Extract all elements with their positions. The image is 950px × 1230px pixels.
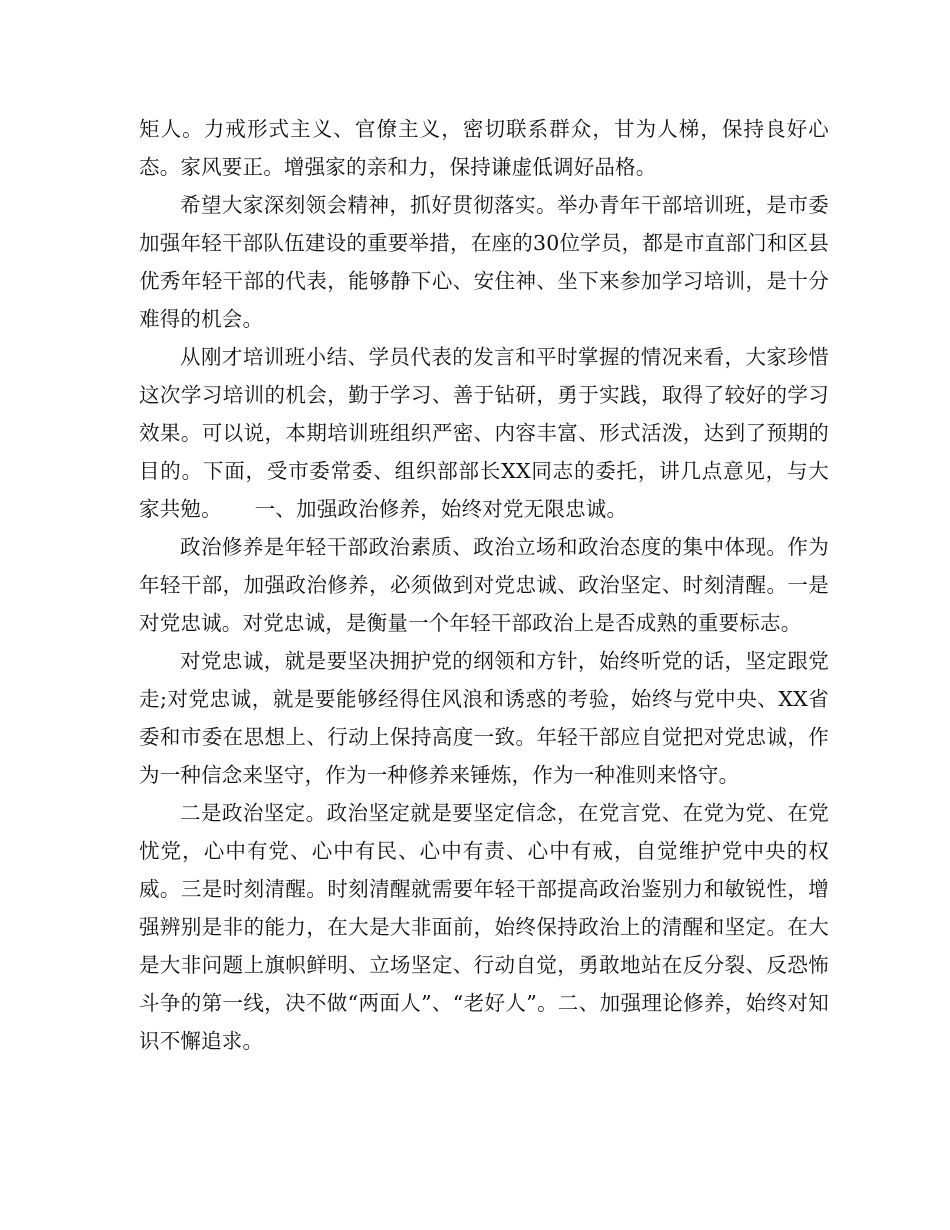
paragraph-3 (139, 338, 829, 528)
paragraph-2: 希望大家深刻领会精神，抓好贯彻落实。举办青年干部培训班，是市委加强年轻干部队伍建设的重要举措，在座的30位学员，都是市直部门和区县优秀年轻干部的代表，能够静下心、安住神、坐下来参加学习培训，是十分难得的机会。 (139, 193, 829, 331)
paragraph-6: 二是政治坚定。政治坚定就是要坚定信念，在党言党、在党为党、在党忧党，心中有党、心中有民、心中有责、心中有戒，自觉维护党中央的权威。三是时刻清醒。时刻清醒就需要年轻干部提高政治鉴别力和敏锐性，增强辨别是非的能力，在大是大非面前，始终保持政治上的清醒和坚定。在大是大非问题上旗帜鲜明、立场坚定、行动自觉，勇敢地站在反分裂、反恐怖斗争的第一线，决不做“两面人”、“老好人”。二、加强理论修养，始终对知识不懈追求。 (139, 801, 829, 1053)
paragraph-4: 政治修养是年轻干部政治素质、政治立场和政治态度的集中体现。作为年轻干部，加强政治修养，必须做到对党忠诚、政治坚定、时刻清醒。一是对党忠诚。对党忠诚，是衡量一个年轻干部政治上是否成熟的重要标志。 (139, 535, 829, 635)
paragraph-3-text: 从刚才培训班小结、学员代表的发言和平时掌握的情况来看，大家珍惜这次学习培训的机会，勤于学习、善于钻研，勇于实践，取得了较好的学习效果。可以说，本期培训班组织严密、内容丰富、形式活泼，达到了预期的目的。下面，受市委常委、组织部部长XX同志的委托，讲几点意见，与大家共勉。 (139, 345, 829, 521)
section-heading-1: 一、加强政治修养，始终对党无限忠诚。 (254, 497, 628, 521)
document-body (139, 110, 829, 1060)
paragraph-1: 矩人。力戒形式主义、官僚主义，密切联系群众，甘为人梯，保持良好心态。家风要正。增强家的亲和力，保持谦虚低调好品格。 (139, 117, 829, 179)
paragraph-5: 对党忠诚，就是要坚决拥护党的纲领和方针，始终听党的话，坚定跟党走;对党忠诚，就是要能够经得住风浪和诱惑的考验，始终与党中央、XX省委和市委在思想上、行动上保持高度一致。年轻干部应自觉把对党忠诚，作为一种信念来坚守，作为一种修养来锤炼，作为一种准则来恪守。 (139, 649, 829, 787)
